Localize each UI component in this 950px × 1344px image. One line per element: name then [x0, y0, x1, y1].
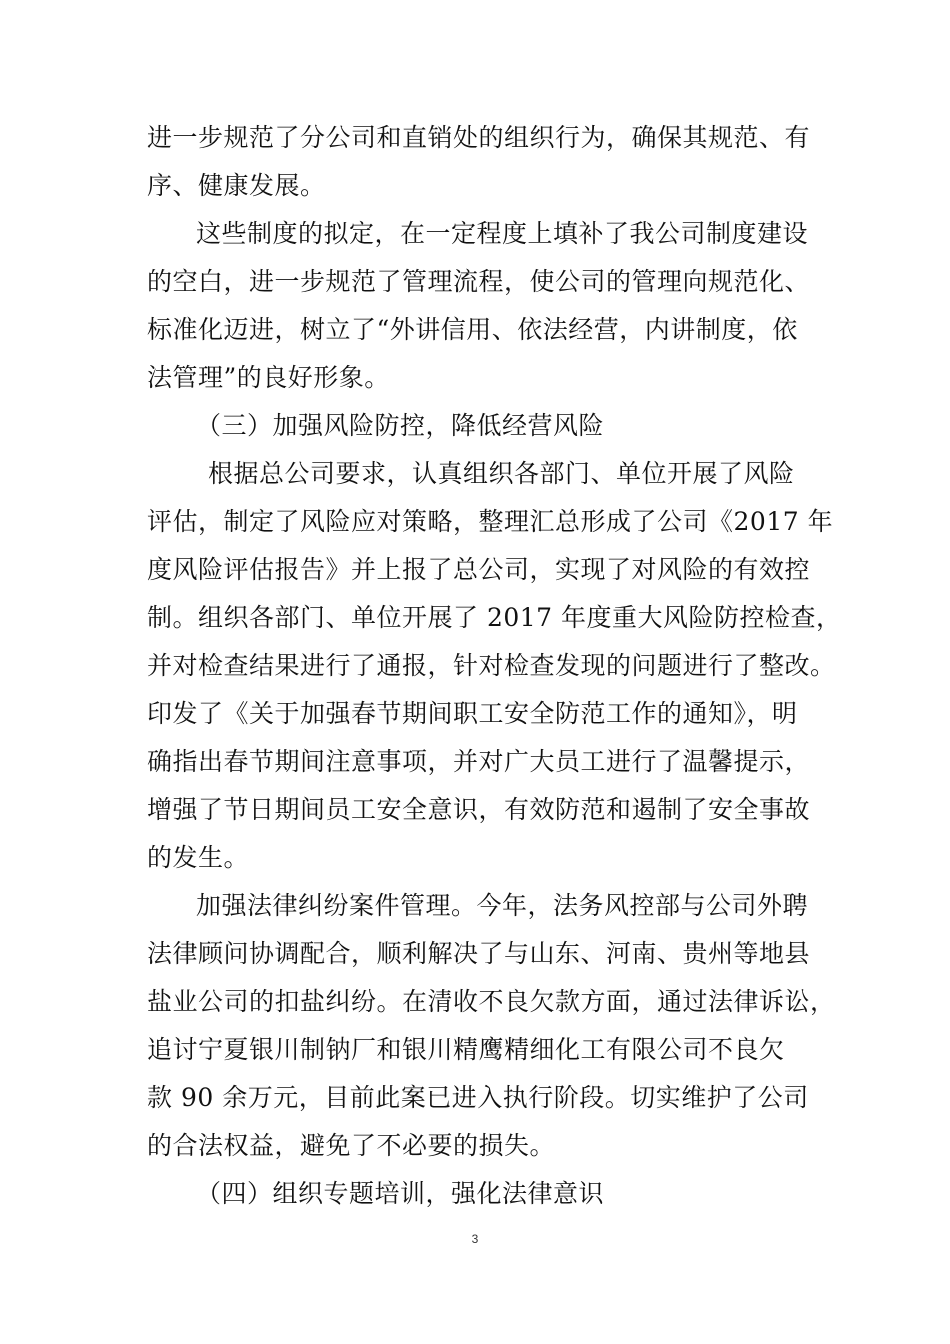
text-line: 评估，制定了风险应对策略，整理汇总形成了公司《2017 年: [147, 507, 834, 536]
text-line: 法管理”的良好形象。: [147, 363, 390, 392]
text-line: 增强了节日期间员工安全意识，有效防范和遏制了安全事故: [147, 795, 811, 824]
section-heading: （三）加强风险防控，降低经营风险: [196, 411, 605, 440]
text-line: 度风险评估报告》并上报了总公司，实现了对风险的有效控: [147, 555, 811, 584]
text-line: 盐业公司的扣盐纠纷。在清收不良欠款方面，通过法律诉讼，: [147, 987, 836, 1016]
text-line: 进一步规范了分公司和直销处的组织行为，确保其规范、有: [147, 123, 811, 152]
text-line: 的空白，进一步规范了管理流程，使公司的管理向规范化、: [147, 267, 811, 296]
paragraph-first-line: 加强法律纠纷案件管理。今年，法务风控部与公司外聘: [196, 891, 809, 920]
paragraph-first-line: 根据总公司要求，认真组织各部门、单位开展了风险: [208, 459, 795, 488]
text-line: 的合法权益，避免了不必要的损失。: [147, 1131, 556, 1160]
paragraph-first-line: 这些制度的拟定，在一定程度上填补了我公司制度建设: [196, 219, 809, 248]
page-number: 3: [471, 1232, 479, 1246]
text-line: 法律顾问协调配合，顺利解决了与山东、河南、贵州等地县: [147, 939, 811, 968]
text-line: 追讨宁夏银川制钠厂和银川精鹰精细化工有限公司不良欠: [147, 1035, 785, 1064]
text-line: 印发了《关于加强春节期间职工安全防范工作的通知》，明: [147, 699, 798, 728]
section-heading: （四）组织专题培训，强化法律意识: [196, 1179, 605, 1208]
text-line: 标准化迈进，树立了“外讲信用、依法经营，内讲制度，依: [147, 315, 798, 344]
text-line: 款 90 余万元，目前此案已进入执行阶段。切实维护了公司: [147, 1083, 809, 1112]
text-line: 制。组织各部门、单位开展了 2017 年度重大风险防控检查，: [147, 603, 842, 632]
text-line: 序、健康发展。: [147, 171, 326, 200]
text-line: 确指出春节期间注意事项，并对广大员工进行了温馨提示，: [147, 747, 811, 776]
text-line: 的发生。: [147, 843, 250, 872]
text-line: 并对检查结果进行了通报，针对检查发现的问题进行了整改。: [147, 651, 836, 680]
